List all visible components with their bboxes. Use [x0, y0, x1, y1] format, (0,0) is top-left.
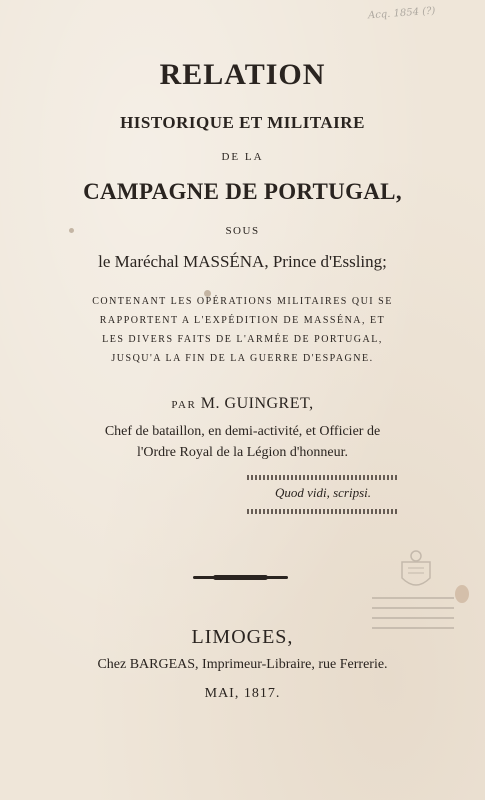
imprint-city: LIMOGES,	[191, 626, 294, 648]
divider-rule	[193, 576, 288, 579]
author-rank-line: l'Ordre Royal de la Légion d'honneur.	[136, 445, 349, 460]
subtitle-connector: DE LA	[221, 151, 264, 163]
author-name: M. GUINGRET,	[200, 395, 314, 412]
imprint-date: MAI, 1817.	[204, 686, 281, 701]
subtitle-campagne: CAMPAGNE DE PORTUGAL,	[83, 179, 402, 204]
contents-line: RAPPORTENT A L'EXPÉDITION DE MASSÉNA, ET	[99, 315, 386, 326]
contents-line: CONTENANT LES OPÉRATIONS MILITAIRES QUI SE	[92, 296, 393, 307]
foxing-spot	[455, 585, 469, 603]
foxing-spot	[69, 228, 74, 233]
main-title: RELATION	[159, 58, 326, 91]
subtitle-sous: SOUS	[225, 225, 260, 237]
epigraph	[247, 475, 399, 515]
author-prefix: PAR	[171, 399, 197, 411]
pencil-annotation: Acq. 1854 (?)	[367, 5, 436, 22]
ornamental-rule	[247, 509, 399, 514]
epigraph-text: Quod vidi, scripsi.	[274, 485, 372, 500]
ornamental-rule	[247, 475, 399, 480]
contents-line: JUSQU'A LA FIN DE LA GUERRE D'ESPAGNE.	[111, 353, 374, 364]
subtitle-historique: HISTORIQUE ET MILITAIRE	[120, 113, 365, 132]
author-line	[0, 395, 485, 413]
foxing-spot	[204, 290, 211, 297]
library-stamp-icon	[398, 548, 434, 593]
contents-line: LES DIVERS FAITS DE L'ARMÉE DE PORTUGAL,	[102, 334, 383, 345]
imprint-printer: Chez BARGEAS, Imprimeur-Libraire, rue Ferrerie.	[97, 657, 388, 672]
marshal-line: le Maréchal MASSÉNA, Prince d'Essling;	[98, 252, 387, 271]
author-rank-line: Chef de bataillon, en demi-activité, et Officier de	[104, 424, 381, 439]
